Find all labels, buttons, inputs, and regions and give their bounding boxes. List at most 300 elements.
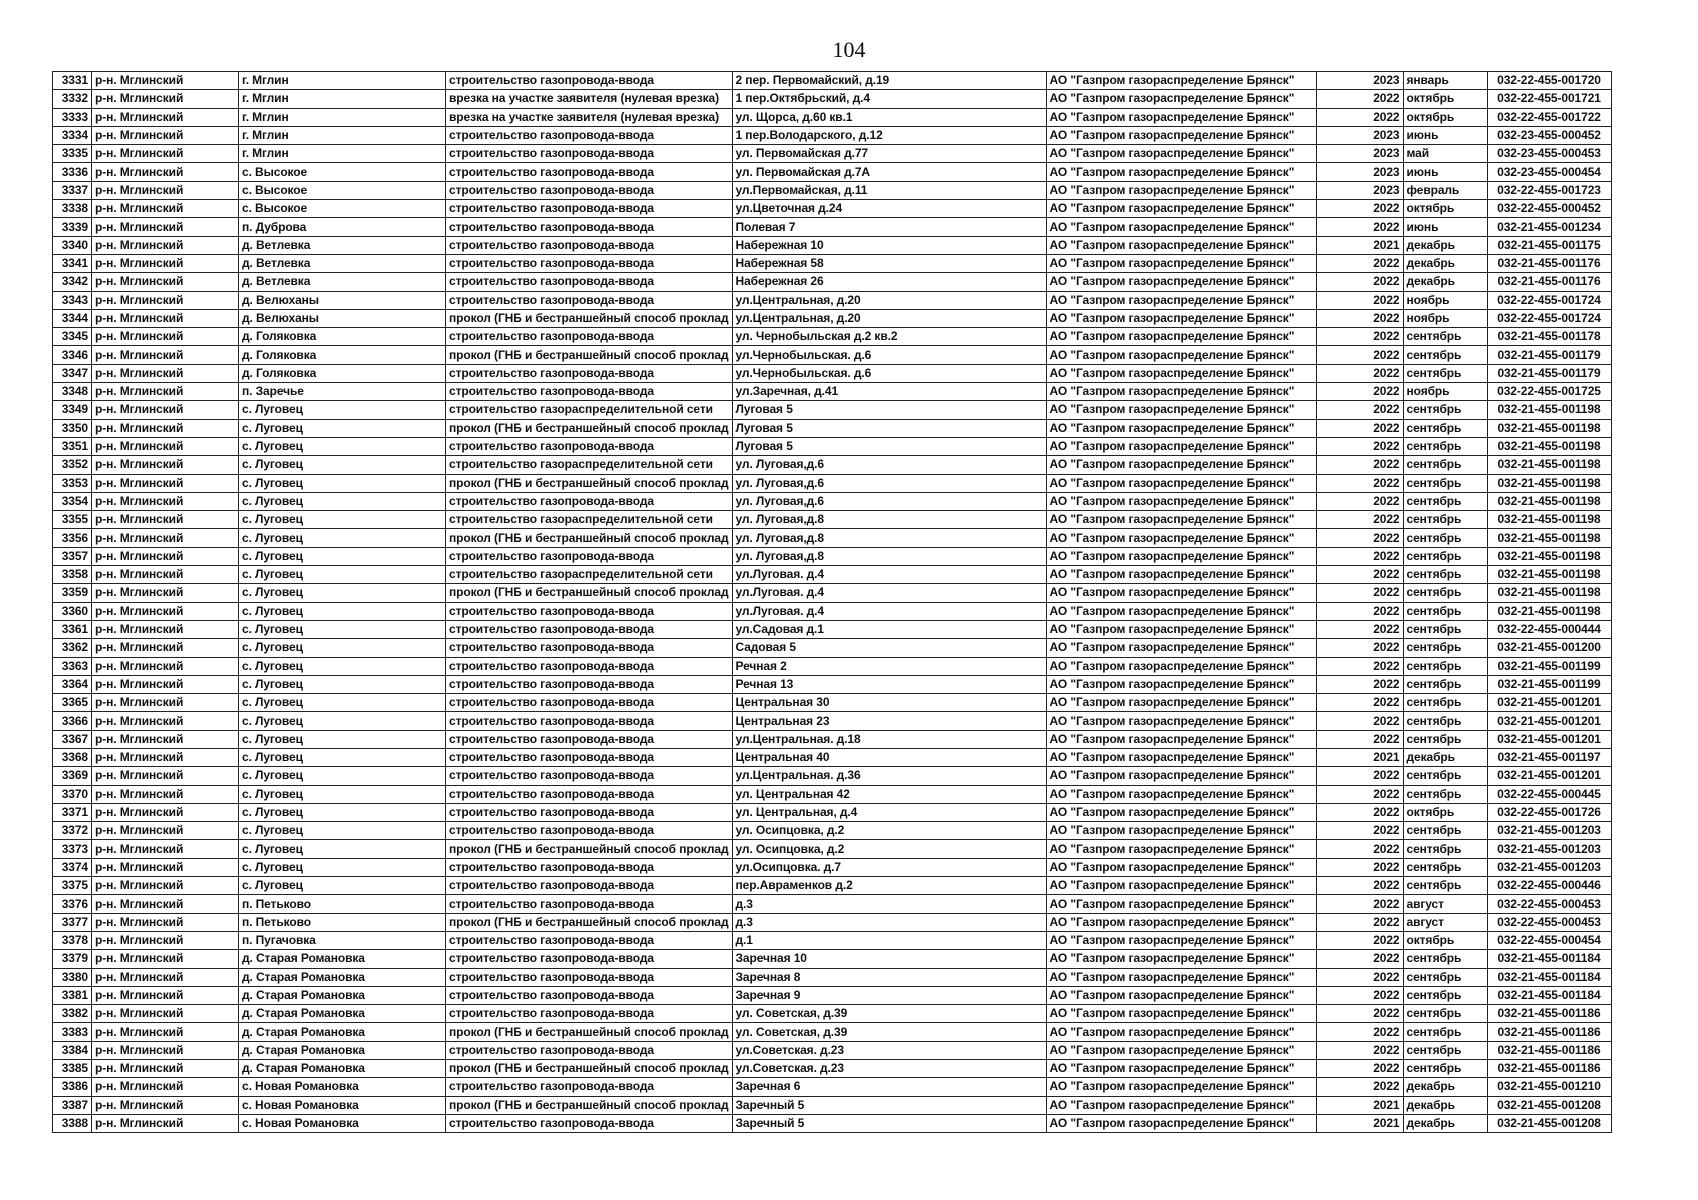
year-cell: 2022 [1316,328,1403,346]
district-cell: р-н. Мглинский [92,346,239,364]
address-cell: ул.Луговая. д.4 [732,566,1046,584]
organization-cell: АО "Газпром газораспределение Брянск" [1046,163,1316,181]
row-number: 3358 [53,566,92,584]
application-code-cell: 032-21-455-001210 [1487,1078,1611,1096]
locality-cell: с. Луговец [239,511,446,529]
month-cell: сентябрь [1403,675,1487,693]
locality-cell: с. Луговец [239,456,446,474]
table-row [53,712,1612,730]
locality-cell: п. Дуброва [239,218,446,236]
row-number: 3388 [53,1114,92,1132]
district-cell: р-н. Мглинский [92,273,239,291]
work-type-cell: строительство газопровода-ввода [446,986,733,1004]
organization-cell: АО "Газпром газораспределение Брянск" [1046,712,1316,730]
work-type-cell: строительство газопровода-ввода [446,767,733,785]
address-cell: Речная 2 [732,657,1046,675]
work-type-cell: прокол (ГНБ и бестраншейный способ проклад [446,1096,733,1114]
table-row [53,492,1612,510]
row-number: 3373 [53,840,92,858]
year-cell: 2022 [1316,986,1403,1004]
year-cell: 2023 [1316,145,1403,163]
row-number: 3361 [53,620,92,638]
application-code-cell: 032-21-455-001184 [1487,986,1611,1004]
locality-cell: с. Луговец [239,785,446,803]
work-type-cell: строительство газопровода-ввода [446,163,733,181]
table-row [53,858,1612,876]
year-cell: 2021 [1316,1096,1403,1114]
month-cell: сентябрь [1403,328,1487,346]
year-cell: 2023 [1316,163,1403,181]
work-type-cell: строительство газопровода-ввода [446,383,733,401]
work-type-cell: прокол (ГНБ и бестраншейный способ проклад [446,584,733,602]
work-type-cell: строительство газопровода-ввода [446,126,733,144]
year-cell: 2022 [1316,694,1403,712]
table-row [53,529,1612,547]
month-cell: ноябрь [1403,291,1487,309]
locality-cell: с. Луговец [239,474,446,492]
application-code-cell: 032-21-455-001184 [1487,950,1611,968]
table-row [53,364,1612,382]
locality-cell: с. Луговец [239,492,446,510]
work-type-cell: строительство газопровода-ввода [446,328,733,346]
month-cell: декабрь [1403,273,1487,291]
year-cell: 2022 [1316,108,1403,126]
locality-cell: с. Луговец [239,584,446,602]
address-cell: Полевая 7 [732,218,1046,236]
work-type-cell: прокол (ГНБ и бестраншейный способ проклад [446,1060,733,1078]
row-number: 3332 [53,90,92,108]
locality-cell: д. Старая Романовка [239,1005,446,1023]
district-cell: р-н. Мглинский [92,877,239,895]
organization-cell: АО "Газпром газораспределение Брянск" [1046,1041,1316,1059]
row-number: 3365 [53,694,92,712]
row-number: 3343 [53,291,92,309]
organization-cell: АО "Газпром газораспределение Брянск" [1046,309,1316,327]
address-cell: ул. Луговая,д.6 [732,456,1046,474]
address-cell: ул.Садовая д.1 [732,620,1046,638]
month-cell: ноябрь [1403,309,1487,327]
work-type-cell: строительство газораспределительной сети [446,401,733,419]
organization-cell: АО "Газпром газораспределение Брянск" [1046,748,1316,766]
application-code-cell: 032-21-455-001201 [1487,730,1611,748]
work-type-cell: врезка на участке заявителя (нулевая врезка) [446,108,733,126]
work-type-cell: строительство газопровода-ввода [446,712,733,730]
year-cell: 2023 [1316,181,1403,199]
organization-cell: АО "Газпром газораспределение Брянск" [1046,694,1316,712]
month-cell: сентябрь [1403,968,1487,986]
year-cell: 2022 [1316,712,1403,730]
table-row [53,1023,1612,1041]
month-cell: октябрь [1403,931,1487,949]
address-cell: ул. Луговая,д.8 [732,529,1046,547]
locality-cell: с. Высокое [239,200,446,218]
work-type-cell: строительство газопровода-ввода [446,748,733,766]
month-cell: сентябрь [1403,986,1487,1004]
locality-cell: д. Старая Романовка [239,950,446,968]
table-row [53,419,1612,437]
year-cell: 2022 [1316,383,1403,401]
work-type-cell: строительство газопровода-ввода [446,1114,733,1132]
row-number: 3366 [53,712,92,730]
locality-cell: с. Луговец [239,767,446,785]
year-cell: 2022 [1316,492,1403,510]
month-cell: июнь [1403,163,1487,181]
month-cell: сентябрь [1403,584,1487,602]
locality-cell: с. Луговец [239,639,446,657]
district-cell: р-н. Мглинский [92,309,239,327]
locality-cell: с. Луговец [239,547,446,565]
application-code-cell: 032-22-455-001724 [1487,291,1611,309]
application-code-cell: 032-21-455-001199 [1487,675,1611,693]
month-cell: сентябрь [1403,529,1487,547]
application-code-cell: 032-21-455-001208 [1487,1114,1611,1132]
application-code-cell: 032-21-455-001198 [1487,419,1611,437]
row-number: 3357 [53,547,92,565]
work-type-cell: строительство газопровода-ввода [446,803,733,821]
row-number: 3372 [53,822,92,840]
application-code-cell: 032-22-455-000453 [1487,913,1611,931]
application-code-cell: 032-23-455-000454 [1487,163,1611,181]
work-type-cell: строительство газопровода-ввода [446,785,733,803]
address-cell: ул.Первомайская, д.11 [732,181,1046,199]
application-code-cell: 032-21-455-001176 [1487,254,1611,272]
organization-cell: АО "Газпром газораспределение Брянск" [1046,840,1316,858]
address-cell: ул. Чернобыльская д.2 кв.2 [732,328,1046,346]
locality-cell: с. Луговец [239,712,446,730]
address-cell: Луговая 5 [732,419,1046,437]
organization-cell: АО "Газпром газораспределение Брянск" [1046,419,1316,437]
address-cell: ул.Осипцовка. д.7 [732,858,1046,876]
month-cell: октябрь [1403,90,1487,108]
row-number: 3374 [53,858,92,876]
district-cell: р-н. Мглинский [92,1096,239,1114]
district-cell: р-н. Мглинский [92,950,239,968]
address-cell: 2 пер. Первомайский, д.19 [732,72,1046,90]
district-cell: р-н. Мглинский [92,383,239,401]
month-cell: сентябрь [1403,1060,1487,1078]
row-number: 3349 [53,401,92,419]
month-cell: сентябрь [1403,950,1487,968]
table-row [53,437,1612,455]
row-number: 3334 [53,126,92,144]
work-type-cell: прокол (ГНБ и бестраншейный способ проклад [446,913,733,931]
row-number: 3356 [53,529,92,547]
work-type-cell: строительство газопровода-ввода [446,895,733,913]
month-cell: декабрь [1403,1078,1487,1096]
table-row [53,218,1612,236]
district-cell: р-н. Мглинский [92,748,239,766]
district-cell: р-н. Мглинский [92,620,239,638]
table-row [53,72,1612,90]
locality-cell: г. Мглин [239,72,446,90]
address-cell: Набережная 10 [732,236,1046,254]
work-type-cell: прокол (ГНБ и бестраншейный способ проклад [446,474,733,492]
work-type-cell: строительство газопровода-ввода [446,364,733,382]
address-cell: Центральная 23 [732,712,1046,730]
application-code-cell: 032-22-455-001720 [1487,72,1611,90]
application-code-cell: 032-22-455-001726 [1487,803,1611,821]
year-cell: 2023 [1316,126,1403,144]
district-cell: р-н. Мглинский [92,456,239,474]
district-cell: р-н. Мглинский [92,712,239,730]
address-cell: ул. Советская, д.39 [732,1005,1046,1023]
application-code-cell: 032-21-455-001198 [1487,456,1611,474]
row-number: 3362 [53,639,92,657]
month-cell: сентябрь [1403,492,1487,510]
work-type-cell: прокол (ГНБ и бестраншейный способ проклад [446,529,733,547]
row-number: 3345 [53,328,92,346]
district-cell: р-н. Мглинский [92,401,239,419]
district-cell: р-н. Мглинский [92,986,239,1004]
district-cell: р-н. Мглинский [92,657,239,675]
work-type-cell: прокол (ГНБ и бестраншейный способ проклад [446,1023,733,1041]
application-code-cell: 032-21-455-001179 [1487,346,1611,364]
table-row [53,968,1612,986]
locality-cell: с. Луговец [239,602,446,620]
address-cell: Центральная 30 [732,694,1046,712]
district-cell: р-н. Мглинский [92,895,239,913]
organization-cell: АО "Газпром газораспределение Брянск" [1046,584,1316,602]
row-number: 3344 [53,309,92,327]
locality-cell: г. Мглин [239,108,446,126]
gas-connection-table [52,71,1612,1133]
table-row [53,785,1612,803]
organization-cell: АО "Газпром газораспределение Брянск" [1046,145,1316,163]
district-cell: р-н. Мглинский [92,858,239,876]
month-cell: сентябрь [1403,840,1487,858]
locality-cell: д. Ветлевка [239,236,446,254]
district-cell: р-н. Мглинский [92,602,239,620]
table-row [53,456,1612,474]
application-code-cell: 032-21-455-001198 [1487,547,1611,565]
application-code-cell: 032-22-455-001721 [1487,90,1611,108]
year-cell: 2022 [1316,1041,1403,1059]
row-number: 3336 [53,163,92,181]
locality-cell: с. Высокое [239,181,446,199]
district-cell: р-н. Мглинский [92,1041,239,1059]
table-row [53,767,1612,785]
district-cell: р-н. Мглинский [92,584,239,602]
month-cell: декабрь [1403,1096,1487,1114]
district-cell: р-н. Мглинский [92,328,239,346]
row-number: 3363 [53,657,92,675]
application-code-cell: 032-22-455-000454 [1487,931,1611,949]
organization-cell: АО "Газпром газораспределение Брянск" [1046,931,1316,949]
year-cell: 2022 [1316,309,1403,327]
row-number: 3386 [53,1078,92,1096]
year-cell: 2022 [1316,1023,1403,1041]
organization-cell: АО "Газпром газораспределение Брянск" [1046,1023,1316,1041]
year-cell: 2022 [1316,529,1403,547]
month-cell: сентябрь [1403,657,1487,675]
row-number: 3364 [53,675,92,693]
district-cell: р-н. Мглинский [92,108,239,126]
locality-cell: с. Новая Романовка [239,1114,446,1132]
application-code-cell: 032-21-455-001198 [1487,566,1611,584]
application-code-cell: 032-22-455-000453 [1487,895,1611,913]
table-row [53,254,1612,272]
work-type-cell: строительство газопровода-ввода [446,877,733,895]
year-cell: 2022 [1316,822,1403,840]
application-code-cell: 032-21-455-001200 [1487,639,1611,657]
month-cell: сентябрь [1403,419,1487,437]
district-cell: р-н. Мглинский [92,822,239,840]
table-row [53,346,1612,364]
district-cell: р-н. Мглинский [92,474,239,492]
organization-cell: АО "Газпром газораспределение Брянск" [1046,803,1316,821]
district-cell: р-н. Мглинский [92,840,239,858]
row-number: 3346 [53,346,92,364]
month-cell: октябрь [1403,108,1487,126]
organization-cell: АО "Газпром газораспределение Брянск" [1046,1096,1316,1114]
month-cell: август [1403,913,1487,931]
address-cell: Садовая 5 [732,639,1046,657]
month-cell: сентябрь [1403,712,1487,730]
year-cell: 2021 [1316,748,1403,766]
organization-cell: АО "Газпром газораспределение Брянск" [1046,437,1316,455]
application-code-cell: 032-21-455-001234 [1487,218,1611,236]
district-cell: р-н. Мглинский [92,254,239,272]
organization-cell: АО "Газпром газораспределение Брянск" [1046,181,1316,199]
month-cell: октябрь [1403,803,1487,821]
application-code-cell: 032-21-455-001198 [1487,474,1611,492]
year-cell: 2022 [1316,950,1403,968]
table-row [53,986,1612,1004]
organization-cell: АО "Газпром газораспределение Брянск" [1046,456,1316,474]
row-number: 3383 [53,1023,92,1041]
year-cell: 2022 [1316,913,1403,931]
row-number: 3333 [53,108,92,126]
work-type-cell: строительство газопровода-ввода [446,602,733,620]
locality-cell: с. Луговец [239,877,446,895]
organization-cell: АО "Газпром газораспределение Брянск" [1046,474,1316,492]
month-cell: сентябрь [1403,511,1487,529]
address-cell: Заречная 8 [732,968,1046,986]
application-code-cell: 032-21-455-001208 [1487,1096,1611,1114]
application-code-cell: 032-21-455-001198 [1487,511,1611,529]
address-cell: Центральная 40 [732,748,1046,766]
row-number: 3331 [53,72,92,90]
row-number: 3337 [53,181,92,199]
district-cell: р-н. Мглинский [92,1005,239,1023]
address-cell: ул.Луговая. д.4 [732,602,1046,620]
month-cell: сентябрь [1403,620,1487,638]
table-row [53,822,1612,840]
locality-cell: д. Голяковка [239,364,446,382]
table-row [53,877,1612,895]
locality-cell: с. Луговец [239,401,446,419]
address-cell: ул.Советская. д.23 [732,1060,1046,1078]
table-row [53,675,1612,693]
month-cell: сентябрь [1403,456,1487,474]
address-cell: Заречная 6 [732,1078,1046,1096]
row-number: 3355 [53,511,92,529]
organization-cell: АО "Газпром газораспределение Брянск" [1046,657,1316,675]
month-cell: август [1403,895,1487,913]
table-row [53,108,1612,126]
organization-cell: АО "Газпром газораспределение Брянск" [1046,529,1316,547]
work-type-cell: строительство газопровода-ввода [446,181,733,199]
address-cell: ул. Луговая,д.6 [732,474,1046,492]
table-row [53,913,1612,931]
organization-cell: АО "Газпром газораспределение Брянск" [1046,822,1316,840]
row-number: 3370 [53,785,92,803]
district-cell: р-н. Мглинский [92,1060,239,1078]
locality-cell: г. Мглин [239,145,446,163]
table-row [53,181,1612,199]
table-row [53,803,1612,821]
row-number: 3339 [53,218,92,236]
table-row [53,90,1612,108]
year-cell: 2022 [1316,346,1403,364]
table-row [53,145,1612,163]
organization-cell: АО "Газпром газораспределение Брянск" [1046,602,1316,620]
row-number: 3354 [53,492,92,510]
organization-cell: АО "Газпром газораспределение Брянск" [1046,785,1316,803]
locality-cell: д. Велюханы [239,309,446,327]
year-cell: 2022 [1316,602,1403,620]
district-cell: р-н. Мглинский [92,529,239,547]
district-cell: р-н. Мглинский [92,639,239,657]
district-cell: р-н. Мглинский [92,547,239,565]
table-row [53,694,1612,712]
address-cell: ул. Луговая,д.6 [732,492,1046,510]
work-type-cell: строительство газопровода-ввода [446,730,733,748]
application-code-cell: 032-21-455-001198 [1487,602,1611,620]
table-row [53,126,1612,144]
work-type-cell: строительство газопровода-ввода [446,72,733,90]
application-code-cell: 032-21-455-001201 [1487,694,1611,712]
application-code-cell: 032-21-455-001186 [1487,1041,1611,1059]
locality-cell: п. Петьково [239,913,446,931]
month-cell: сентябрь [1403,639,1487,657]
district-cell: р-н. Мглинский [92,90,239,108]
address-cell: ул. Советская, д.39 [732,1023,1046,1041]
district-cell: р-н. Мглинский [92,218,239,236]
organization-cell: АО "Газпром газораспределение Брянск" [1046,1060,1316,1078]
work-type-cell: строительство газопровода-ввода [446,437,733,455]
table-row [53,474,1612,492]
year-cell: 2021 [1316,1114,1403,1132]
application-code-cell: 032-22-455-001725 [1487,383,1611,401]
table-row [53,931,1612,949]
address-cell: ул. Центральная, д.4 [732,803,1046,821]
table-row [53,602,1612,620]
table-row [53,401,1612,419]
table-row [53,1041,1612,1059]
month-cell: сентябрь [1403,346,1487,364]
row-number: 3350 [53,419,92,437]
address-cell: ул.Центральная. д.18 [732,730,1046,748]
organization-cell: АО "Газпром газораспределение Брянск" [1046,126,1316,144]
row-number: 3335 [53,145,92,163]
address-cell: ул.Центральная. д.36 [732,767,1046,785]
locality-cell: д. Велюханы [239,291,446,309]
organization-cell: АО "Газпром газораспределение Брянск" [1046,364,1316,382]
year-cell: 2022 [1316,437,1403,455]
row-number: 3347 [53,364,92,382]
locality-cell: п. Заречье [239,383,446,401]
locality-cell: д. Старая Романовка [239,986,446,1004]
month-cell: сентябрь [1403,566,1487,584]
work-type-cell: строительство газопровода-ввода [446,950,733,968]
table-row [53,639,1612,657]
work-type-cell: врезка на участке заявителя (нулевая врезка) [446,90,733,108]
month-cell: февраль [1403,181,1487,199]
organization-cell: АО "Газпром газораспределение Брянск" [1046,383,1316,401]
organization-cell: АО "Газпром газораспределение Брянск" [1046,1114,1316,1132]
address-cell: пер.Авраменков д.2 [732,877,1046,895]
